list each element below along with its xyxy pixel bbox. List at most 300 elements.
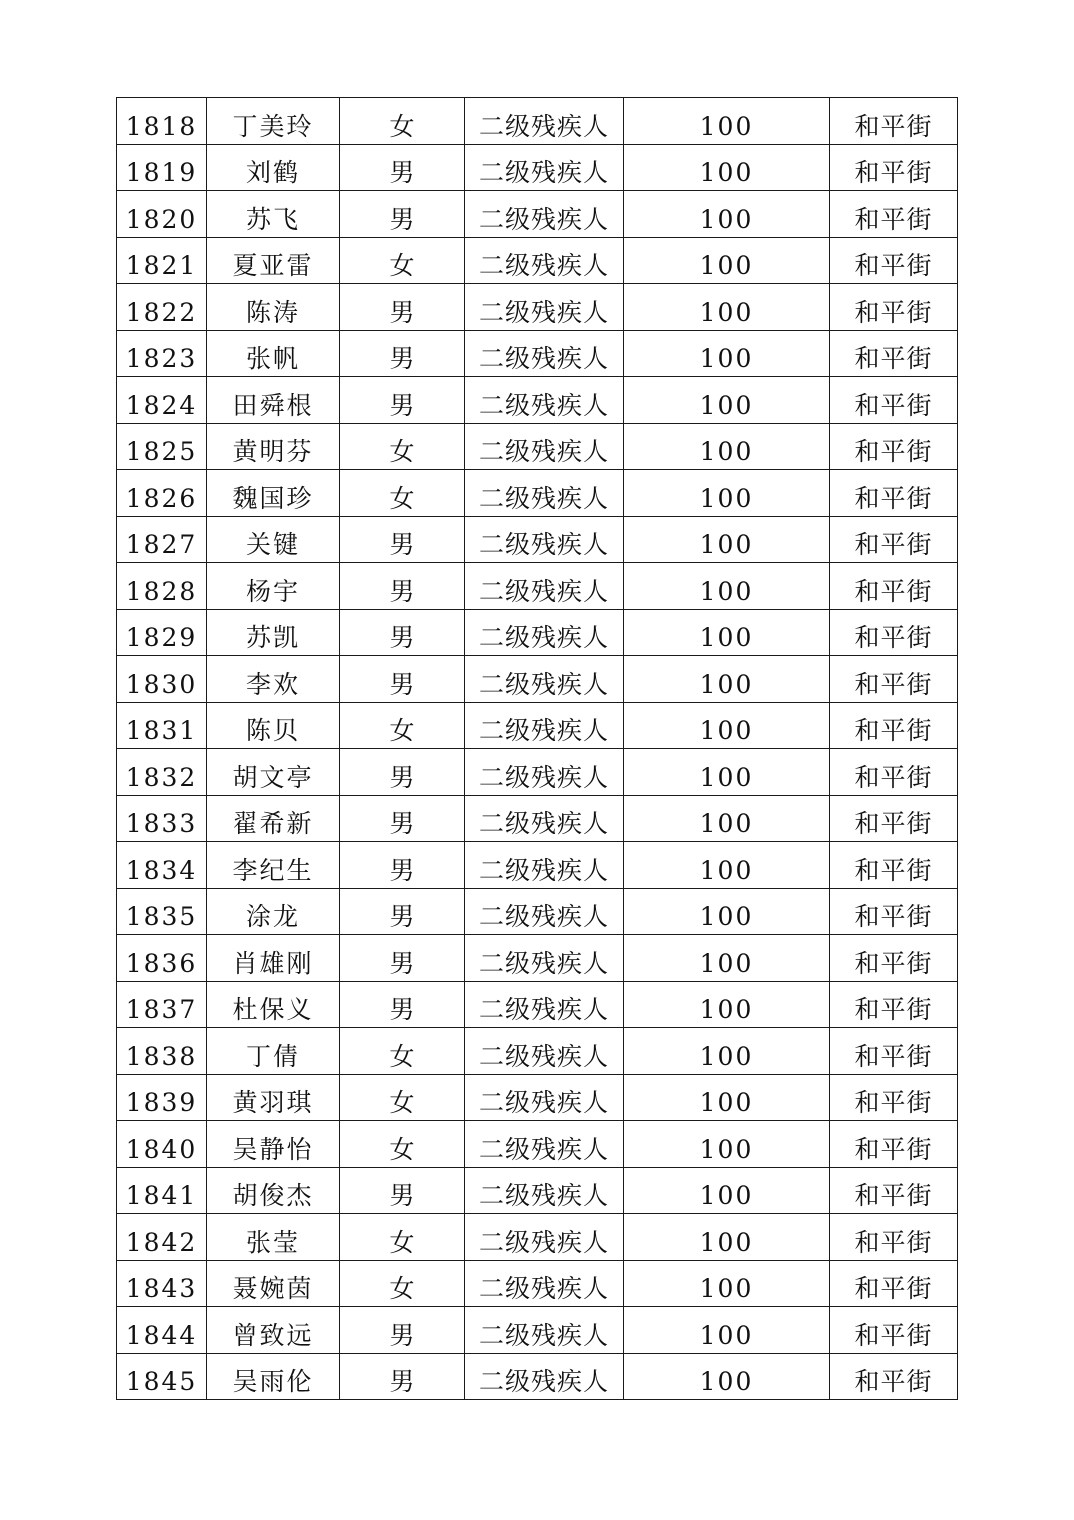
row-number-cell-text: 1844: [125, 1320, 198, 1350]
table-row: [117, 1074, 958, 1121]
amount-cell: [624, 981, 830, 1028]
gender-cell: [340, 935, 465, 982]
category-cell-text: 二级残疾人: [478, 1227, 609, 1257]
row-number-cell-text: 1834: [125, 855, 198, 885]
gender-cell: [340, 1214, 465, 1261]
row-number-cell: [117, 656, 207, 703]
amount-cell: [624, 935, 830, 982]
table-row: [117, 237, 958, 284]
gender-cell: [340, 191, 465, 238]
gender-cell-text: 女: [389, 437, 415, 466]
name-cell-text: 李欢: [245, 669, 300, 699]
name-cell: [207, 1121, 340, 1168]
row-number-cell: [117, 563, 207, 610]
category-cell: [465, 284, 624, 331]
gender-cell: [340, 749, 465, 796]
name-cell-text: 夏亚雷: [232, 251, 314, 280]
street-cell-text: 和平街: [854, 297, 933, 327]
row-number-cell: [117, 284, 207, 331]
row-number-cell-text: 1835: [125, 902, 198, 931]
name-cell-text: 黄明芬: [232, 437, 314, 466]
street-cell: [830, 516, 958, 563]
street-cell-text: 和平街: [854, 204, 933, 234]
name-cell-text: 杜保义: [232, 995, 314, 1024]
gender-cell-text: 男: [389, 297, 415, 327]
row-number-cell-text: 1838: [125, 1041, 198, 1071]
gender-cell-text: 女: [389, 1274, 415, 1303]
gender-cell: [340, 1353, 465, 1400]
street-cell: [830, 749, 958, 796]
gender-cell: [340, 330, 465, 377]
street-cell: [830, 1214, 958, 1261]
gender-cell: [340, 377, 465, 424]
gender-cell: [340, 1260, 465, 1307]
amount-cell: [624, 423, 830, 470]
category-cell-text: 二级残疾人: [478, 576, 609, 606]
street-cell: [830, 656, 958, 703]
row-number-cell: [117, 144, 207, 191]
row-number-cell-text: 1832: [125, 762, 198, 792]
name-cell: [207, 609, 340, 656]
category-cell: [465, 1074, 624, 1121]
gender-cell: [340, 795, 465, 842]
street-cell-text: 和平街: [854, 158, 933, 187]
category-cell: [465, 842, 624, 889]
amount-cell: [624, 377, 830, 424]
category-cell: [465, 144, 624, 191]
category-cell-text: 二级残疾人: [478, 1181, 609, 1210]
name-cell-text: 陈涛: [245, 297, 300, 327]
row-number-cell: [117, 1353, 207, 1400]
gender-cell: [340, 284, 465, 331]
amount-cell-text: 100: [699, 716, 754, 745]
category-cell-text: 二级残疾人: [478, 948, 609, 978]
street-cell: [830, 191, 958, 238]
category-cell: [465, 981, 624, 1028]
amount-cell: [624, 1167, 830, 1214]
roster-table-body: [117, 98, 958, 1400]
category-cell-text: 二级残疾人: [478, 251, 609, 280]
table-row: [117, 842, 958, 889]
row-number-cell: [117, 98, 207, 145]
row-number-cell: [117, 377, 207, 424]
name-cell-text: 杨宇: [245, 576, 300, 606]
amount-cell: [624, 1074, 830, 1121]
street-cell-text: 和平街: [854, 902, 933, 931]
row-number-cell-text: 1825: [125, 437, 198, 466]
amount-cell-text: 100: [699, 251, 754, 280]
street-cell: [830, 842, 958, 889]
name-cell-text: 丁美玲: [232, 111, 314, 141]
amount-cell: [624, 702, 830, 749]
amount-cell-text: 100: [699, 158, 754, 187]
roster-table: [116, 97, 958, 1400]
amount-cell-text: 100: [699, 1227, 754, 1257]
category-cell: [465, 423, 624, 470]
street-cell: [830, 1074, 958, 1121]
gender-cell-text: 男: [389, 809, 415, 838]
table-row: [117, 98, 958, 145]
street-cell-text: 和平街: [854, 390, 933, 420]
category-cell-text: 二级残疾人: [478, 111, 609, 141]
amount-cell-text: 100: [699, 390, 754, 420]
category-cell-text: 二级残疾人: [478, 483, 609, 513]
table-row: [117, 1121, 958, 1168]
table-row: [117, 423, 958, 470]
street-cell: [830, 1353, 958, 1400]
street-cell: [830, 377, 958, 424]
amount-cell-text: 100: [699, 1041, 754, 1071]
category-cell: [465, 1353, 624, 1400]
name-cell: [207, 98, 340, 145]
gender-cell: [340, 1028, 465, 1075]
category-cell-text: 二级残疾人: [478, 716, 609, 745]
gender-cell-text: 男: [389, 995, 415, 1024]
row-number-cell-text: 1837: [125, 995, 198, 1024]
name-cell: [207, 935, 340, 982]
name-cell: [207, 144, 340, 191]
gender-cell-text: 男: [389, 1367, 415, 1396]
gender-cell: [340, 981, 465, 1028]
category-cell-text: 二级残疾人: [478, 1134, 609, 1164]
category-cell: [465, 702, 624, 749]
table-row: [117, 1028, 958, 1075]
amount-cell: [624, 1028, 830, 1075]
row-number-cell: [117, 330, 207, 377]
row-number-cell: [117, 842, 207, 889]
row-number-cell-text: 1820: [125, 204, 198, 234]
category-cell: [465, 377, 624, 424]
table-row: [117, 330, 958, 377]
name-cell-text: 翟希新: [232, 809, 314, 838]
street-cell: [830, 981, 958, 1028]
street-cell-text: 和平街: [854, 623, 933, 652]
row-number-cell-text: 1822: [125, 297, 198, 327]
row-number-cell-text: 1841: [125, 1181, 198, 1210]
category-cell-text: 二级残疾人: [478, 1274, 609, 1303]
name-cell: [207, 470, 340, 517]
category-cell: [465, 1167, 624, 1214]
street-cell-text: 和平街: [854, 1041, 933, 1071]
row-number-cell-text: 1843: [125, 1274, 198, 1303]
name-cell: [207, 1353, 340, 1400]
table-row: [117, 981, 958, 1028]
gender-cell-text: 女: [389, 251, 415, 280]
name-cell: [207, 423, 340, 470]
row-number-cell-text: 1836: [125, 948, 198, 978]
category-cell: [465, 795, 624, 842]
street-cell-text: 和平街: [854, 344, 933, 373]
row-number-cell: [117, 237, 207, 284]
name-cell: [207, 1307, 340, 1354]
amount-cell-text: 100: [699, 344, 754, 373]
gender-cell: [340, 144, 465, 191]
category-cell-text: 二级残疾人: [478, 390, 609, 420]
category-cell: [465, 516, 624, 563]
name-cell-text: 陈贝: [245, 716, 300, 745]
gender-cell: [340, 98, 465, 145]
category-cell: [465, 1214, 624, 1261]
name-cell-text: 聂婉茵: [232, 1274, 314, 1303]
row-number-cell: [117, 795, 207, 842]
row-number-cell-text: 1845: [125, 1367, 198, 1396]
table-row: [117, 191, 958, 238]
name-cell-text: 田舜根: [232, 390, 314, 420]
category-cell-text: 二级残疾人: [478, 1088, 609, 1117]
street-cell: [830, 1260, 958, 1307]
row-number-cell: [117, 1028, 207, 1075]
category-cell-text: 二级残疾人: [478, 1320, 609, 1350]
amount-cell: [624, 237, 830, 284]
gender-cell: [340, 656, 465, 703]
name-cell-text: 苏凯: [245, 623, 300, 652]
name-cell: [207, 284, 340, 331]
gender-cell-text: 男: [389, 1181, 415, 1210]
category-cell: [465, 98, 624, 145]
gender-cell-text: 男: [389, 948, 415, 978]
gender-cell: [340, 842, 465, 889]
table-row: [117, 1307, 958, 1354]
table-row: [117, 284, 958, 331]
row-number-cell: [117, 516, 207, 563]
name-cell-text: 刘鹤: [245, 158, 300, 187]
street-cell-text: 和平街: [854, 1088, 933, 1117]
category-cell-text: 二级残疾人: [478, 995, 609, 1024]
gender-cell-text: 男: [389, 158, 415, 187]
gender-cell-text: 男: [389, 762, 415, 792]
amount-cell: [624, 563, 830, 610]
amount-cell-text: 100: [699, 1134, 754, 1164]
category-cell-text: 二级残疾人: [478, 1367, 609, 1396]
name-cell: [207, 516, 340, 563]
street-cell: [830, 470, 958, 517]
row-number-cell: [117, 1074, 207, 1121]
amount-cell: [624, 749, 830, 796]
gender-cell-text: 男: [389, 669, 415, 699]
gender-cell-text: 女: [389, 1088, 415, 1117]
category-cell: [465, 1121, 624, 1168]
row-number-cell-text: 1840: [125, 1134, 198, 1164]
category-cell-text: 二级残疾人: [478, 158, 609, 187]
row-number-cell-text: 1819: [125, 158, 198, 187]
gender-cell-text: 男: [389, 344, 415, 373]
amount-cell-text: 100: [699, 809, 754, 838]
amount-cell-text: 100: [699, 437, 754, 466]
name-cell-text: 张帆: [245, 344, 300, 373]
gender-cell-text: 男: [389, 902, 415, 931]
amount-cell-text: 100: [699, 1181, 754, 1210]
table-row: [117, 1167, 958, 1214]
category-cell: [465, 609, 624, 656]
row-number-cell: [117, 470, 207, 517]
street-cell: [830, 1307, 958, 1354]
amount-cell: [624, 656, 830, 703]
row-number-cell-text: 1818: [125, 111, 198, 141]
amount-cell-text: 100: [699, 669, 754, 699]
name-cell: [207, 981, 340, 1028]
gender-cell: [340, 702, 465, 749]
name-cell: [207, 237, 340, 284]
category-cell: [465, 749, 624, 796]
street-cell: [830, 423, 958, 470]
row-number-cell-text: 1829: [125, 623, 198, 652]
table-row: [117, 470, 958, 517]
name-cell: [207, 1167, 340, 1214]
table-row: [117, 1353, 958, 1400]
category-cell-text: 二级残疾人: [478, 809, 609, 838]
amount-cell-text: 100: [699, 483, 754, 513]
category-cell-text: 二级残疾人: [478, 902, 609, 931]
amount-cell-text: 100: [699, 902, 754, 931]
gender-cell: [340, 609, 465, 656]
name-cell-text: 丁倩: [245, 1041, 300, 1071]
gender-cell: [340, 563, 465, 610]
amount-cell: [624, 191, 830, 238]
row-number-cell-text: 1839: [125, 1088, 198, 1117]
row-number-cell-text: 1830: [125, 669, 198, 699]
category-cell: [465, 935, 624, 982]
gender-cell: [340, 1074, 465, 1121]
street-cell-text: 和平街: [854, 437, 933, 466]
street-cell-text: 和平街: [854, 251, 933, 280]
amount-cell-text: 100: [699, 576, 754, 606]
street-cell: [830, 1028, 958, 1075]
category-cell-text: 二级残疾人: [478, 1041, 609, 1071]
amount-cell-text: 100: [699, 855, 754, 885]
row-number-cell: [117, 1167, 207, 1214]
row-number-cell: [117, 1307, 207, 1354]
row-number-cell: [117, 191, 207, 238]
gender-cell: [340, 1307, 465, 1354]
gender-cell: [340, 1167, 465, 1214]
category-cell: [465, 1307, 624, 1354]
row-number-cell-text: 1833: [125, 809, 198, 838]
row-number-cell: [117, 1260, 207, 1307]
gender-cell-text: 女: [389, 1227, 415, 1257]
amount-cell: [624, 1214, 830, 1261]
category-cell: [465, 470, 624, 517]
category-cell-text: 二级残疾人: [478, 762, 609, 792]
table-row: [117, 144, 958, 191]
category-cell: [465, 888, 624, 935]
street-cell: [830, 702, 958, 749]
row-number-cell-text: 1826: [125, 483, 198, 513]
row-number-cell: [117, 749, 207, 796]
category-cell-text: 二级残疾人: [478, 344, 609, 373]
category-cell-text: 二级残疾人: [478, 623, 609, 652]
name-cell: [207, 563, 340, 610]
amount-cell: [624, 284, 830, 331]
table-row: [117, 1260, 958, 1307]
row-number-cell-text: 1827: [125, 530, 198, 559]
gender-cell: [340, 1121, 465, 1168]
row-number-cell: [117, 609, 207, 656]
street-cell-text: 和平街: [854, 995, 933, 1024]
name-cell-text: 关键: [245, 530, 300, 559]
gender-cell-text: 女: [389, 483, 415, 513]
name-cell-text: 吴雨伦: [232, 1367, 314, 1396]
street-cell: [830, 237, 958, 284]
gender-cell-text: 男: [389, 204, 415, 234]
amount-cell-text: 100: [699, 762, 754, 792]
gender-cell-text: 男: [389, 390, 415, 420]
name-cell: [207, 191, 340, 238]
amount-cell-text: 100: [699, 530, 754, 559]
name-cell-text: 肖雄刚: [232, 948, 314, 978]
gender-cell-text: 女: [389, 716, 415, 745]
category-cell: [465, 237, 624, 284]
name-cell-text: 胡俊杰: [232, 1181, 314, 1210]
name-cell: [207, 888, 340, 935]
street-cell: [830, 144, 958, 191]
row-number-cell-text: 1842: [125, 1227, 198, 1257]
street-cell-text: 和平街: [854, 809, 933, 838]
name-cell: [207, 377, 340, 424]
amount-cell: [624, 470, 830, 517]
amount-cell: [624, 516, 830, 563]
row-number-cell: [117, 888, 207, 935]
category-cell: [465, 563, 624, 610]
amount-cell: [624, 1260, 830, 1307]
table-row: [117, 1214, 958, 1261]
row-number-cell: [117, 1214, 207, 1261]
gender-cell-text: 女: [389, 1134, 415, 1164]
name-cell-text: 黄羽琪: [232, 1088, 314, 1117]
street-cell: [830, 563, 958, 610]
name-cell-text: 苏飞: [245, 204, 300, 234]
amount-cell-text: 100: [699, 995, 754, 1024]
row-number-cell-text: 1828: [125, 576, 198, 606]
amount-cell-text: 100: [699, 623, 754, 652]
name-cell-text: 李纪生: [232, 855, 314, 885]
street-cell: [830, 1121, 958, 1168]
table-row: [117, 702, 958, 749]
table-row: [117, 935, 958, 982]
street-cell-text: 和平街: [854, 111, 933, 141]
amount-cell: [624, 888, 830, 935]
category-cell: [465, 191, 624, 238]
row-number-cell-text: 1823: [125, 344, 198, 373]
street-cell: [830, 609, 958, 656]
gender-cell-text: 男: [389, 530, 415, 559]
amount-cell: [624, 330, 830, 377]
name-cell-text: 曾致远: [232, 1320, 314, 1350]
name-cell: [207, 842, 340, 889]
amount-cell: [624, 842, 830, 889]
street-cell-text: 和平街: [854, 1274, 933, 1303]
name-cell: [207, 795, 340, 842]
table-row: [117, 563, 958, 610]
category-cell-text: 二级残疾人: [478, 297, 609, 327]
gender-cell-text: 女: [389, 1041, 415, 1071]
street-cell-text: 和平街: [854, 1181, 933, 1210]
gender-cell: [340, 516, 465, 563]
gender-cell-text: 男: [389, 576, 415, 606]
gender-cell-text: 女: [389, 111, 415, 141]
row-number-cell: [117, 702, 207, 749]
category-cell: [465, 330, 624, 377]
table-row: [117, 795, 958, 842]
name-cell-text: 涂龙: [245, 902, 300, 931]
category-cell-text: 二级残疾人: [478, 669, 609, 699]
gender-cell: [340, 237, 465, 284]
street-cell-text: 和平街: [854, 1134, 933, 1164]
table-row: [117, 749, 958, 796]
amount-cell: [624, 1307, 830, 1354]
amount-cell-text: 100: [699, 204, 754, 234]
street-cell: [830, 1167, 958, 1214]
amount-cell-text: 100: [699, 1367, 754, 1396]
